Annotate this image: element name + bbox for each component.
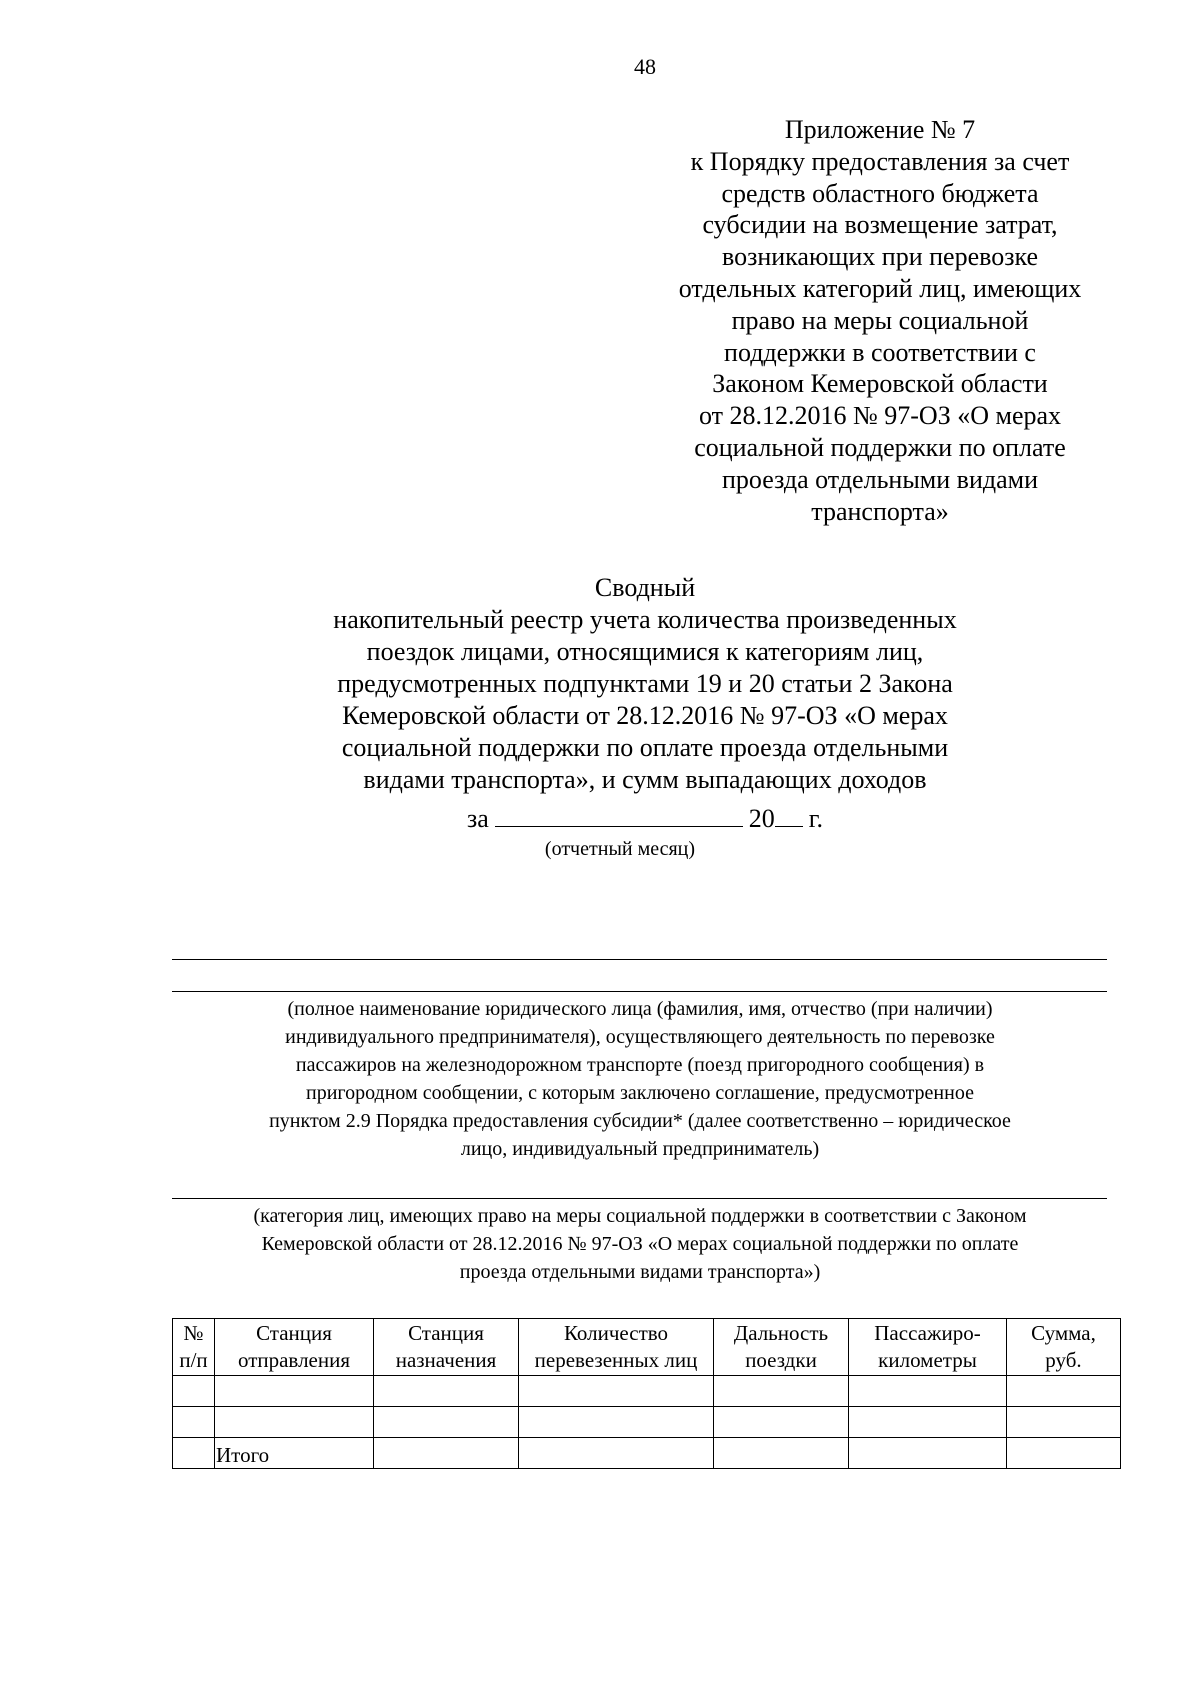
table-row [173, 1376, 1121, 1407]
table-cell[interactable] [1007, 1376, 1121, 1407]
table-cell[interactable] [519, 1407, 714, 1438]
caption-line: пунктом 2.9 Порядка предоставления субсидии* (далее соответственно – юридическое [269, 1110, 1011, 1132]
appendix-line: от 28.12.2016 № 97-ОЗ «О мерах [698, 401, 1062, 431]
report-period-line [220, 804, 1070, 834]
year-blank-field[interactable] [775, 804, 803, 827]
table-cell[interactable] [849, 1407, 1007, 1438]
appendix-header [620, 114, 1140, 527]
legal-entity-caption [160, 995, 1120, 1163]
table-cell[interactable] [714, 1438, 849, 1469]
report-title [220, 572, 1070, 796]
column-header-passenger-count: Количество перевезенных лиц [519, 1319, 714, 1376]
appendix-line: к Порядку предоставления за счет [690, 146, 1070, 176]
column-header-departure-station: Станция отправления [215, 1319, 374, 1376]
page-number: 48 [634, 54, 656, 79]
table-cell[interactable] [215, 1376, 374, 1407]
column-header-number: № п/п [173, 1319, 215, 1376]
title-line: Сводный [594, 573, 696, 602]
period-year: 20 [748, 804, 775, 833]
table-total-row [173, 1438, 1121, 1469]
title-line: видами транспорта», и сумм выпадающих доходов [363, 765, 927, 794]
appendix-line: транспорта» [811, 496, 949, 526]
table-cell[interactable] [849, 1438, 1007, 1469]
table-cell[interactable] [714, 1376, 849, 1407]
trips-table [172, 1318, 1121, 1469]
caption-line: проезда отдельными видами транспорта») [459, 1261, 821, 1283]
table-cell[interactable] [173, 1438, 215, 1469]
appendix-line: Приложение № 7 [784, 115, 976, 144]
appendix-line: поддержки в соответствии с [724, 337, 1036, 367]
appendix-line: отдельных категорий лиц, имеющих [678, 273, 1082, 303]
title-line: социальной поддержки по оплате проезда отдельными [341, 733, 949, 762]
caption-line: (полное наименование юридического лица (фамилия, имя, отчество (при наличии) [287, 998, 993, 1020]
column-header-destination-station: Станция назначения [374, 1319, 519, 1376]
table-cell[interactable] [849, 1376, 1007, 1407]
caption-line: пригородном сообщении, с которым заключено соглашение, предусмотренное [306, 1082, 974, 1104]
appendix-line: Законом Кемеровской области [712, 369, 1048, 399]
table-cell[interactable] [519, 1376, 714, 1407]
appendix-line: возникающих при перевозке [721, 242, 1039, 272]
caption-line: индивидуального предпринимателя), осуществляющего деятельность по перевозке [285, 1026, 995, 1048]
category-caption [160, 1202, 1120, 1286]
table-cell[interactable] [173, 1376, 215, 1407]
title-line: Кемеровской области от 28.12.2016 № 97-ОЗ «О мерах [342, 701, 948, 730]
legal-entity-blank-line[interactable] [172, 991, 1107, 992]
caption-line: (категория лиц, имеющих право на меры социальной поддержки в соответствии с Законом [253, 1205, 1027, 1227]
period-suffix: г. [808, 804, 824, 833]
table-cell[interactable] [173, 1407, 215, 1438]
column-header-trip-distance: Дальность поездки [714, 1319, 849, 1376]
period-hint: (отчетный месяц) [544, 838, 696, 860]
table-cell[interactable] [714, 1407, 849, 1438]
title-line: поездок лицами, относящимися к категориям лиц, [366, 637, 924, 666]
caption-line: Кемеровской области от 28.12.2016 № 97-ОЗ «О мерах социальной поддержки по оплате [261, 1233, 1019, 1255]
caption-line: лицо, индивидуальный предприниматель) [460, 1138, 820, 1160]
table-cell[interactable] [374, 1376, 519, 1407]
table-row [173, 1407, 1121, 1438]
total-label: Итого [215, 1438, 374, 1469]
appendix-line: субсидии на возмещение затрат, [702, 210, 1058, 240]
table-cell[interactable] [374, 1438, 519, 1469]
column-header-amount: Сумма, руб. [1007, 1319, 1121, 1376]
appendix-line: право на меры социальной [731, 305, 1029, 335]
table-header-row [173, 1319, 1121, 1376]
title-line: предусмотренных подпунктами 19 и 20 статьи 2 Закона [337, 669, 953, 698]
category-blank-line[interactable] [172, 1198, 1107, 1199]
caption-line: пассажиров на железнодорожном транспорте (поезд пригородного сообщения) в [295, 1054, 985, 1076]
table-cell[interactable] [215, 1407, 374, 1438]
table-cell[interactable] [1007, 1407, 1121, 1438]
table-cell[interactable] [374, 1407, 519, 1438]
appendix-line: проезда отдельными видами [721, 464, 1038, 494]
title-line: накопительный реестр учета количества произведенных [333, 605, 957, 634]
column-header-passenger-km: Пассажиро- километры [849, 1319, 1007, 1376]
appendix-line: социальной поддержки по оплате [694, 432, 1066, 462]
month-blank-field[interactable] [495, 804, 743, 827]
period-prefix: за [466, 804, 489, 833]
table-cell[interactable] [519, 1438, 714, 1469]
legal-entity-blank-line[interactable] [172, 959, 1107, 960]
appendix-line: средств областного бюджета [721, 178, 1039, 208]
table-cell[interactable] [1007, 1438, 1121, 1469]
